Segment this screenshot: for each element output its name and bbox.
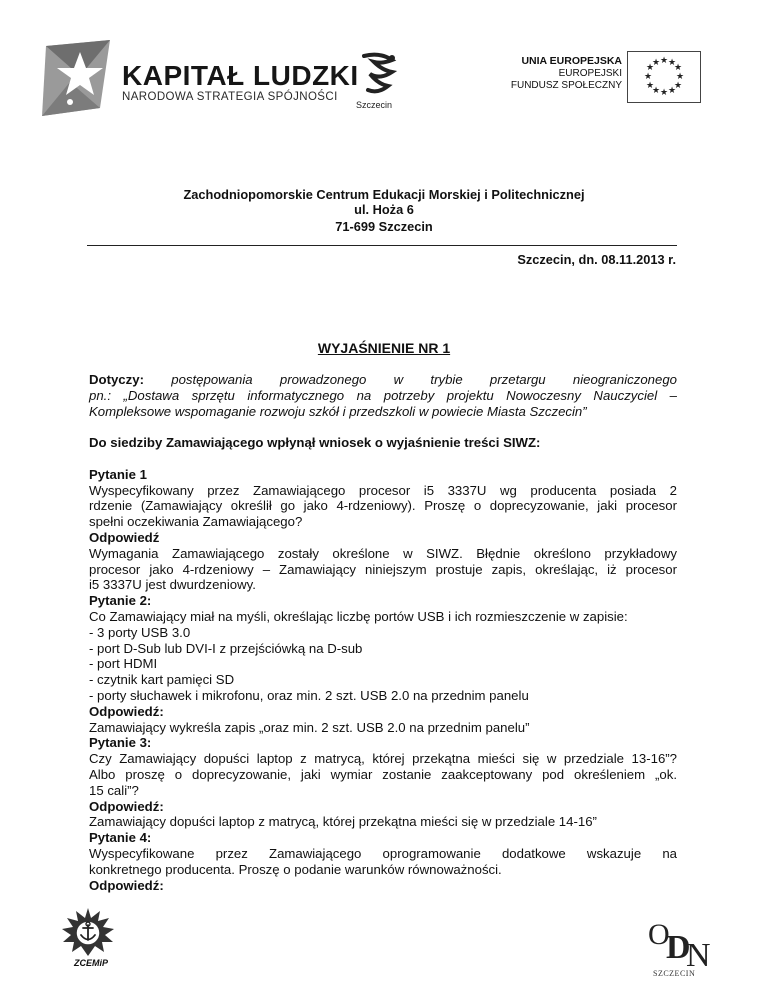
org-street: ul. Hoża 6 [354,202,414,217]
org-city: 71-699 Szczecin [335,219,433,234]
eu-flag-icon [627,51,701,103]
q3-line: Albo proszę o doprecyzowanie, jaki wymiar zostanie zaakceptowany pod określeniem „ok. [89,766,677,782]
svg-text:O: O [648,918,670,951]
svg-text:★: ★ [645,81,655,91]
q2-line: - czytnik kart pamięci SD [89,672,235,688]
svg-text:D: D [666,929,691,966]
q2-line: Co Zamawiający miał na myśli, określając liczbę portów USB i ich rozmieszczenie w zapisie: [89,608,628,624]
svg-text:★: ★ [651,58,661,68]
q1-line: Wyspecyfikowany przez Zamawiającego procesor i5 3337U wg producenta posiada 2 [89,482,677,498]
svg-text:★: ★ [643,72,653,82]
kapital-ludzki-title: KAPITAŁ LUDZKI [122,60,359,91]
svg-text:N: N [686,937,711,968]
q2-line: - port HDMI [89,656,158,672]
document-body [89,372,677,893]
q1-answer-line: procesor jako 4-rdzeniowy – Zamawiający niniejszym prostuje zapis, określając, iż procesor [89,561,677,577]
kapital-ludzki-subtitle: NARODOWA STRATEGIA SPÓJNOŚCI [122,91,338,103]
kapital-ludzki-star-logo [40,38,118,120]
svg-text:★: ★ [673,81,683,91]
q3-line: Czy Zamawiający dopuści laptop z matrycą, której przekątna mieści się w przedziale 13-16”? [89,751,677,767]
q1-line: spełni oczekiwania Zamawiającego? [89,514,303,530]
eu-line2: EUROPEJSKI [558,67,622,79]
subject-line-1 [89,372,677,388]
org-name: Zachodniopomorskie Centrum Edukacji Morskiej i Politechnicznej [183,187,585,202]
q2-line: - port D-Sub lub DVI-I z przejściówką na D-sub [89,640,363,656]
q3-title: Pytanie 3: [89,735,152,751]
q4-answer-title: Odpowiedź: [89,877,164,893]
odn-logo [646,918,716,968]
q1-title: Pytanie 1 [89,466,147,482]
header-divider [87,245,677,246]
zcemip-logo [60,906,116,960]
q4-line: Wyspecyfikowane przez Zamawiającego oprogramowanie dodatkowe wskazuje na [89,845,677,861]
subject-label: Dotyczy: [89,372,144,387]
q2-answer-title: Odpowiedź: [89,703,164,719]
q3-answer-line: Zamawiający dopuści laptop z matrycą, której przekątna mieści się w przedziale 14-16” [89,814,597,830]
q1-answer-line: Wymagania Zamawiającego zostały określone w SIWZ. Błędnie określono przykładowy [89,545,677,561]
svg-text:★: ★ [675,72,685,82]
svg-text:★: ★ [673,63,683,73]
svg-text:★: ★ [667,58,677,68]
q3-answer-title: Odpowiedź: [89,798,164,814]
q2-title: Pytanie 2: [89,593,152,609]
zcemip-logo-text: ZCEMiP [74,958,109,968]
q2-line: - 3 porty USB 3.0 [89,624,191,640]
eu-fund-logo [482,40,706,108]
odn-logo-text: SZCZECIN [653,969,696,978]
q3-line: 15 cali”? [89,782,139,798]
subject-line-3: Kompleksowe wspomaganie rozwoju szkół i przedszkoli w powiecie Miasta Szczecin” [89,403,587,419]
svg-text:★: ★ [659,88,669,98]
subject-text-1: postępowania prowadzonego w trybie przetargu nieograniczonego [171,372,677,387]
q4-line: konkretnego producenta. Proszę o podanie warunków równoważności. [89,861,502,877]
svg-text:★: ★ [667,86,677,96]
szczecin-city-logo [352,50,406,104]
q1-answer-title: Odpowiedź [89,529,160,545]
subject-line-2: pn.: „Dostawa sprzętu informatycznego na potrzeby projektu Nowoczesny Nauczyciel – [89,387,677,403]
document-heading: WYJAŚNIENIE NR 1 [317,340,451,356]
eu-line3: FUNDUSZ SPOŁECZNY [510,80,622,91]
q2-line: - porty słuchawek i mikrofonu, oraz min. 2 szt. USB 2.0 na przednim panelu [89,687,529,703]
q2-answer-line: Zamawiający wykreśla zapis „oraz min. 2 szt. USB 2.0 na przednim panelu” [89,719,530,735]
q4-title: Pytanie 4: [89,830,152,846]
eu-line1: UNIA EUROPEJSKA [521,55,622,67]
document-date: Szczecin, dn. 08.11.2013 r. [517,252,676,267]
intro-text: Do siedziby Zamawiającego wpłynął wniosek o wyjaśnienie treści SIWZ: [89,435,541,451]
svg-text:★: ★ [645,63,655,73]
svg-text:★: ★ [659,56,669,66]
svg-text:★: ★ [651,86,661,96]
szczecin-logo-text: Szczecin [356,100,393,110]
q1-line: rdzenie (Zamawiający określił go jako 4-rdzeniowy). Proszę o doprecyzowanie, jaki procesor [89,498,677,514]
q1-answer-line: i5 3337U jest dwurdzeniowy. [89,577,256,593]
